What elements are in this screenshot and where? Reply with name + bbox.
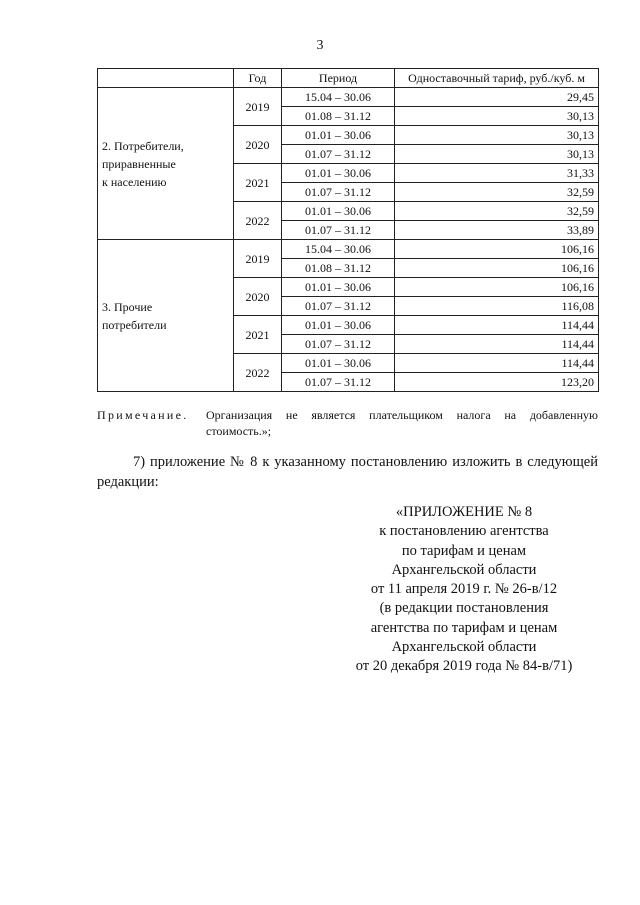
table-body xyxy=(98,88,599,392)
period-cell: 01.07 – 31.12 xyxy=(282,297,395,316)
year-cell: 2021 xyxy=(234,316,282,354)
page-number: 3 xyxy=(316,38,324,53)
period-cell: 15.04 – 30.06 xyxy=(282,240,395,259)
tariff-table xyxy=(97,68,599,392)
year-cell: 2021 xyxy=(234,164,282,202)
period-cell: 01.01 – 30.06 xyxy=(282,354,395,373)
table-row xyxy=(98,240,599,259)
appendix-header xyxy=(330,503,598,677)
header-tariff: Одноставочный тариф, руб./куб. м xyxy=(395,69,599,88)
consumer-group-label-line: 2. Потребители, xyxy=(102,138,184,153)
consumer-group-label-line: к населению xyxy=(102,174,167,189)
tariff-cell: 106,16 xyxy=(395,259,599,278)
period-cell: 01.01 – 30.06 xyxy=(282,164,395,183)
header-consumer-group xyxy=(98,69,234,88)
consumer-group-label-line: приравненные xyxy=(102,156,176,171)
year-cell: 2022 xyxy=(234,202,282,240)
amendment-paragraph: 7) приложение № 8 к указанному постановлению изложить в следующей редакции: xyxy=(97,454,598,490)
period-cell: 01.01 – 30.06 xyxy=(282,278,395,297)
tariff-cell: 114,44 xyxy=(395,316,599,335)
period-cell: 15.04 – 30.06 xyxy=(282,88,395,107)
tariff-cell: 106,16 xyxy=(395,278,599,297)
appendix-header-line: от 11 апреля 2019 г. № 26-в/12 xyxy=(370,581,558,598)
year-cell: 2020 xyxy=(234,126,282,164)
note-label: Примечание. xyxy=(97,408,189,422)
year-cell: 2019 xyxy=(234,88,282,126)
period-cell: 01.08 – 31.12 xyxy=(282,259,395,278)
consumer-group-label-line: потребители xyxy=(102,317,167,332)
consumer-group-label-line: 3. Прочие xyxy=(102,299,153,314)
appendix-header-line: к постановлению агентства xyxy=(379,523,549,540)
tariff-cell: 114,44 xyxy=(395,354,599,373)
tariff-cell: 31,33 xyxy=(395,164,599,183)
appendix-header-line: от 20 декабря 2019 года № 84-в/71) xyxy=(355,658,573,675)
tariff-cell: 114,44 xyxy=(395,335,599,354)
appendix-header-line: «ПРИЛОЖЕНИЕ № 8 xyxy=(395,504,533,520)
appendix-header-line: (в редакции постановления xyxy=(379,600,549,617)
header-period: Период xyxy=(282,69,395,88)
period-cell: 01.01 – 30.06 xyxy=(282,126,395,145)
tariff-cell: 30,13 xyxy=(395,145,599,164)
year-cell: 2020 xyxy=(234,278,282,316)
tariff-cell: 30,13 xyxy=(395,107,599,126)
period-cell: 01.07 – 31.12 xyxy=(282,145,395,164)
consumer-group-label xyxy=(98,240,234,392)
header-year: Год xyxy=(234,69,282,88)
tariff-cell: 106,16 xyxy=(395,240,599,259)
note-text: Организация не является плательщиком налога на добавленную стоимость.»; xyxy=(206,408,598,438)
table-header-row xyxy=(98,69,599,88)
tariff-cell: 32,59 xyxy=(395,202,599,221)
tariff-cell: 32,59 xyxy=(395,183,599,202)
appendix-header-line: по тарифам и ценам xyxy=(401,542,527,559)
period-cell: 01.01 – 30.06 xyxy=(282,202,395,221)
appendix-header-line: Архангельской области xyxy=(391,561,537,578)
period-cell: 01.07 – 31.12 xyxy=(282,183,395,202)
year-cell: 2022 xyxy=(234,354,282,392)
period-cell: 01.08 – 31.12 xyxy=(282,107,395,126)
period-cell: 01.07 – 31.12 xyxy=(282,335,395,354)
tariff-cell: 30,13 xyxy=(395,126,599,145)
tariff-cell: 29,45 xyxy=(395,88,599,107)
tariff-cell: 33,89 xyxy=(395,221,599,240)
appendix-header-line: агентства по тарифам и ценам xyxy=(370,619,558,636)
tariff-cell: 123,20 xyxy=(395,373,599,392)
table-row xyxy=(98,88,599,107)
period-cell: 01.01 – 30.06 xyxy=(282,316,395,335)
consumer-group-label xyxy=(98,88,234,240)
year-cell: 2019 xyxy=(234,240,282,278)
period-cell: 01.07 – 31.12 xyxy=(282,373,395,392)
tariff-cell: 116,08 xyxy=(395,297,599,316)
appendix-header-line: Архангельской области xyxy=(391,639,537,656)
period-cell: 01.07 – 31.12 xyxy=(282,221,395,240)
